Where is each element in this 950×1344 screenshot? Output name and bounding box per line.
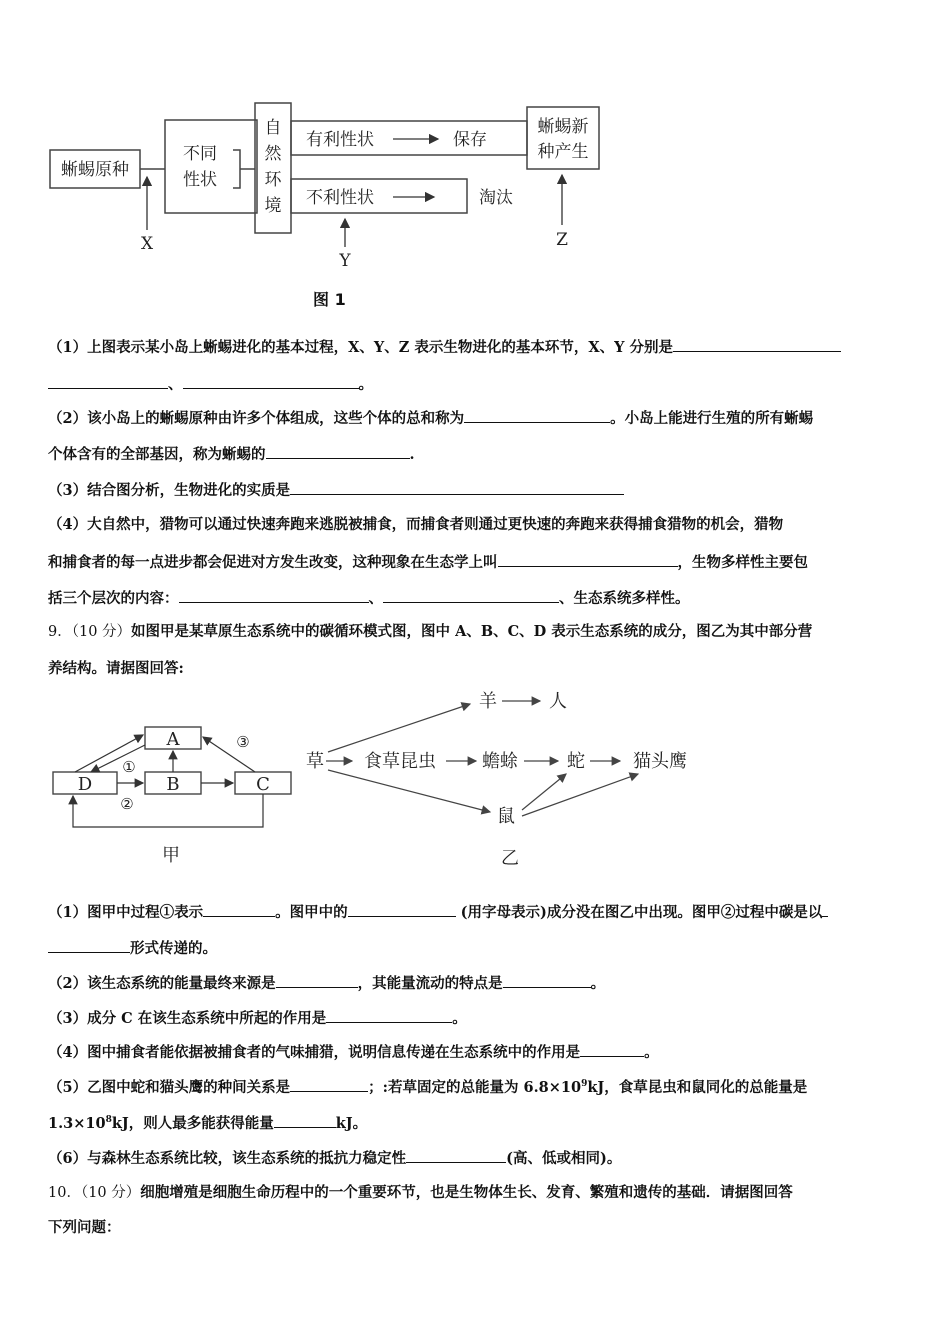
- arrow-grass-sheep: [328, 704, 470, 752]
- q9-s5-line-2: $1.3\times 10^8kJ$，则人最多能获得能量 kJ。: [48, 1115, 368, 1132]
- node-grass: 草: [306, 751, 324, 772]
- new-species-label-1: 蜥蜴新: [537, 117, 589, 137]
- blank-energy-source[interactable]: [276, 973, 358, 988]
- preserve-label: 保存: [453, 130, 487, 150]
- q9-intro-1: 9．（10 分）如图甲是某草原生态系统中的碳循环模式图，图中 A、B、C、D 表示生态系统的成分，图乙为其中部分营: [48, 623, 813, 640]
- carbon-cycle-svg: [45, 715, 305, 865]
- arrow-c-to-d: [73, 794, 263, 827]
- node-owl: 猫头鹰: [633, 751, 687, 772]
- favorable-label: 有利性状: [306, 130, 374, 150]
- blank-diversity-1[interactable]: [179, 588, 369, 603]
- node-d-label: D: [77, 774, 93, 795]
- q9-s2-line: （2）该生态系统的能量最终来源是 ，其能量流动的特点是 。: [48, 975, 606, 992]
- blank-process-1[interactable]: [203, 902, 275, 917]
- origin-label: 蜥蜴原种: [61, 160, 129, 180]
- q8-line-7: 和捕食者的每一点进步都会促进对方发生改变，这种现象在生态学上叫 ，生物多样性主要包: [48, 554, 808, 571]
- q8-line-1: [48, 337, 906, 358]
- blank-x-cont[interactable]: [48, 374, 168, 389]
- blank-component-c-role[interactable]: [326, 1008, 452, 1023]
- blank-x[interactable]: [673, 337, 841, 352]
- arrow-mouse-snake: [522, 774, 566, 810]
- node-mouse: 鼠: [497, 806, 515, 827]
- env-char-3: 环: [264, 170, 282, 190]
- env-char-1: 自: [264, 118, 282, 138]
- node-toad: 蟾蜍: [482, 751, 518, 772]
- q8-line-4: 个体含有的全部基因，称为蜥蜴的 .: [48, 446, 415, 463]
- q8-line-8: 括三个层次的内容： 、 、生态系统多样性。: [48, 590, 690, 607]
- blank-relationship[interactable]: [290, 1077, 368, 1092]
- q9-s3-line: （3）成分 C 在该生态系统中所起的作用是 。: [48, 1010, 467, 1027]
- q9-s6-line: （6）与森林生态系统比较，该生态系统的抵抗力稳定性 (高、低或相同)。: [48, 1150, 622, 1167]
- variation-label-1: 不同: [183, 144, 217, 164]
- q8-line-2: 、 。: [48, 374, 906, 395]
- figure-jia-carbon-cycle: [45, 715, 305, 865]
- figure-jia-caption: 甲: [162, 845, 180, 865]
- unfavorable-label: 不利性状: [306, 188, 374, 208]
- figure-yi-caption: 乙: [501, 848, 519, 869]
- x-label: X: [140, 234, 154, 254]
- q8-line-3: （2）该小岛上的蜥蜴原种由许多个体组成，这些个体的总和称为 。小岛上能进行生殖的所有蜥蜴: [48, 410, 814, 427]
- node-c-label: C: [256, 774, 270, 795]
- node-human: 人: [549, 691, 567, 712]
- q8-line-6: （4）大自然中，猎物可以通过快速奔跑来逃脱被捕食，而捕食者则通过更快速的奔跑来获得捕食猎物的机会，猎物: [48, 516, 784, 533]
- q10-number: 10．: [48, 1185, 81, 1201]
- food-web-svg: [300, 680, 720, 870]
- q8-p1-text: （1）上图表示某小岛上蜥蜴进化的基本过程，X、Y、Z 表示生物进化的基本环节，X、Y 分别是: [48, 339, 673, 356]
- q9-number: 9．: [48, 624, 72, 640]
- figure-yi-food-web: [300, 680, 720, 870]
- q9-intro-2: 养结构。请据图回答:: [48, 660, 184, 677]
- blank-gene-pool[interactable]: [266, 444, 410, 459]
- blank-population[interactable]: [464, 408, 610, 423]
- q9-s1-line-2: 形式传递的。: [48, 938, 906, 959]
- evolution-diagram-svg: [40, 95, 620, 315]
- node-a-label: A: [166, 729, 180, 750]
- blank-missing-component[interactable]: [348, 902, 456, 917]
- z-label: Z: [556, 230, 568, 250]
- node-insect: 食草昆虫: [364, 751, 436, 772]
- blank-y[interactable]: [183, 374, 359, 389]
- process-3-label: ③: [236, 733, 250, 751]
- blank-essence[interactable]: [290, 480, 624, 495]
- variation-label-2: 性状: [183, 170, 217, 190]
- q10-line-2: 下列问题：: [48, 1219, 121, 1236]
- new-species-label-2: 种产生: [537, 142, 589, 162]
- process-2-label: ②: [120, 795, 134, 813]
- node-sheep: 羊: [479, 691, 497, 712]
- blank-carbon-form[interactable]: [48, 938, 130, 953]
- q9-s4-line: （4）图中捕食者能依据被捕食者的气味捕猎，说明信息传递在生态系统中的作用是 。: [48, 1044, 659, 1061]
- q10-line-1: 10．（10 分）细胞增殖是细胞生命历程中的一个重要环节，也是生物体生长、发育、繁殖和遗传的基础．请据图回答: [48, 1184, 793, 1201]
- q9-s1-line-1: （1）图甲中过程①表示 。图甲中的 (用字母表示)成分没在图乙中出现。图甲②过程中碳是以: [48, 902, 906, 923]
- y-label: Y: [339, 251, 351, 271]
- q9-s5-line-1: （5）乙图中蛇和猫头鹰的种间关系是 ；:若草固定的总能量为 $6.8\times 10^9kJ$，食草昆虫和鼠同化的总能量是: [48, 1079, 808, 1096]
- variation-bracket: [233, 150, 240, 188]
- q8-line-5: （3）结合图分析，生物进化的实质是: [48, 480, 906, 501]
- blank-human-energy[interactable]: [274, 1113, 336, 1128]
- env-char-4: 境: [264, 196, 282, 216]
- figure-1-caption: 图 1: [313, 290, 346, 309]
- node-snake: 蛇: [567, 751, 585, 772]
- q10-points: （10 分）: [80, 1185, 141, 1201]
- variation-box: [165, 120, 257, 213]
- blank-energy-feature[interactable]: [503, 973, 591, 988]
- eliminate-label: 淘汰: [479, 188, 513, 208]
- env-char-2: 然: [264, 144, 282, 164]
- q9-points: （10 分）: [71, 624, 132, 640]
- blank-info-role[interactable]: [580, 1042, 644, 1057]
- arrow-grass-mouse: [328, 770, 490, 812]
- blank-stability[interactable]: [406, 1148, 506, 1163]
- blank-coevolution[interactable]: [498, 552, 678, 567]
- process-1-label: ①: [122, 758, 136, 776]
- blank-diversity-2[interactable]: [383, 588, 559, 603]
- node-b-label: B: [166, 774, 180, 795]
- figure-1-evolution-diagram: [40, 95, 620, 315]
